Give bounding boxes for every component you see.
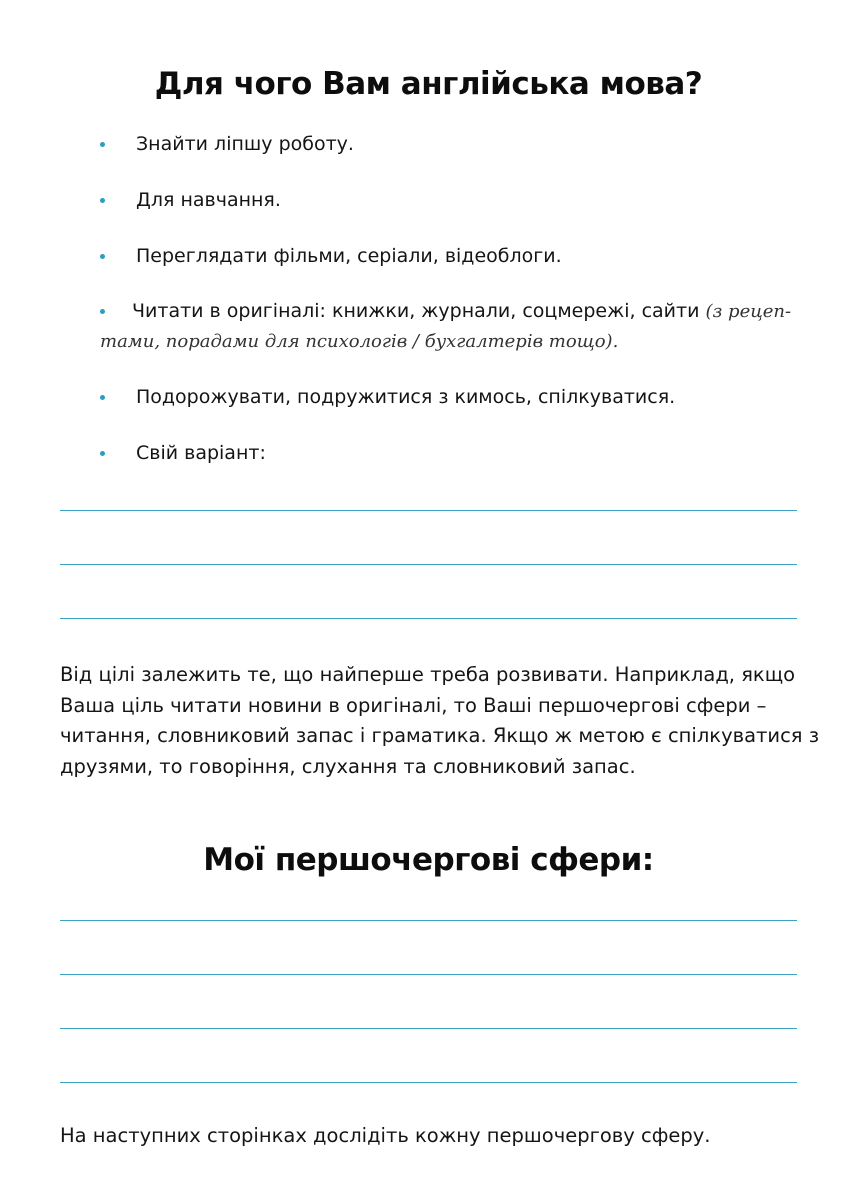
writing-line[interactable] [60, 1082, 797, 1083]
list-item-text: Переглядати фільми, серіали, відеоблоги. [136, 245, 562, 267]
writing-line[interactable] [60, 618, 797, 619]
bullet-dot-icon [100, 451, 105, 456]
bullet-dot-icon [100, 142, 105, 147]
explanation-paragraph: Від цілі залежить те, що найперше треба розвивати. Наприклад, якщо Ваша ціль читати новини в оригіналі, то Ваші першочергові сфери – читання, словниковий запас і граматика. Якщо ж метою є спілкуватися з друзями, то говоріння, слухання та словниковий запас. [60, 663, 820, 778]
list-item-note: (з рецеп- [705, 301, 792, 322]
footer-note: На наступних сторінках дослідіть кожну першочергову сферу. [60, 1124, 711, 1147]
writing-line[interactable] [60, 1028, 797, 1029]
list-item [100, 185, 805, 215]
list-item-text: Подорожувати, подружитися з кимось, спілкуватися. [136, 386, 676, 408]
writing-line[interactable] [60, 974, 797, 975]
bullet-dot-icon [100, 198, 105, 203]
section-title-priorities: Мої першочергові сфери: [203, 842, 654, 878]
bullet-dot-icon [100, 395, 105, 400]
list-item-text: Читати в оригіналі: книжки, журнали, соцмережі, сайти [132, 300, 700, 322]
bullet-dot-icon [100, 309, 105, 314]
list-item-text: Для навчання. [136, 189, 281, 211]
list-item [100, 296, 805, 327]
bullet-dot-icon [100, 254, 105, 259]
list-item-note: тами, порадами для психологів / бухгалтерів тощо). [100, 331, 619, 352]
list-item [100, 129, 805, 159]
list-item-text: Знайти ліпшу роботу. [136, 133, 354, 155]
list-item [100, 241, 805, 271]
list-item-continuation [100, 327, 805, 357]
list-item [100, 382, 805, 412]
list-item [100, 438, 805, 468]
writing-line[interactable] [60, 564, 797, 565]
writing-line[interactable] [60, 920, 797, 921]
section-title-purpose: Для чого Вам англійська мова? [154, 66, 703, 102]
writing-line[interactable] [60, 510, 797, 511]
list-item-text: Свій варіант: [136, 442, 266, 464]
